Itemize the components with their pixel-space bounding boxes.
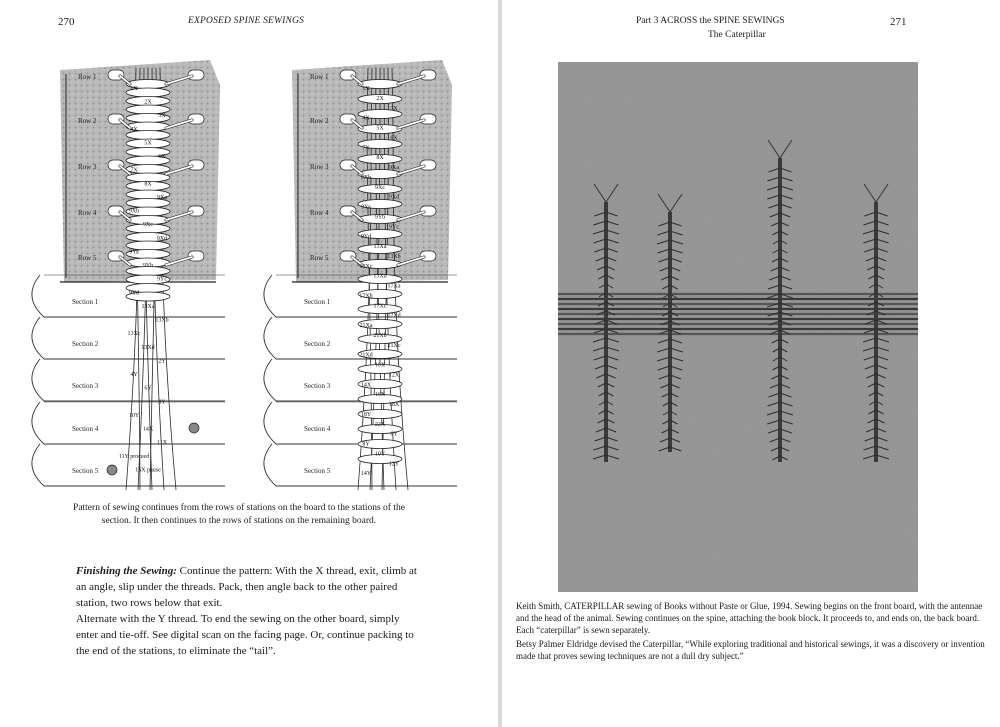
page-number-right: 271	[890, 16, 907, 28]
section-label: Section 2	[304, 340, 331, 348]
section-label: Section 2	[72, 340, 99, 348]
section-outline	[264, 441, 457, 486]
thread-tag: 1X	[362, 86, 370, 92]
thread-tag: 9Yc	[157, 276, 167, 283]
section-label: Section 3	[304, 382, 331, 390]
thread-tag: 2X	[376, 95, 384, 102]
thread-tag: 3X	[390, 105, 398, 112]
page-number-left: 270	[58, 16, 75, 28]
thread-tag: 12Y	[388, 461, 400, 468]
station-dot	[189, 423, 199, 433]
row-label: Row 4	[78, 209, 97, 217]
thread-tag: 6X	[158, 154, 166, 161]
thread-tag: 13Xc	[127, 331, 141, 338]
thread-tag: 21Xd	[359, 352, 373, 359]
section-label: Section 4	[304, 425, 331, 433]
thread-tag: 13Xb	[155, 317, 169, 324]
section-label: Section 5	[72, 467, 99, 475]
thread-tag: 9Yd	[128, 290, 140, 297]
thread-tag: 8X	[144, 181, 152, 188]
row-label: Row 5	[78, 254, 97, 262]
section-outline	[32, 359, 225, 401]
thread-tag: 2X	[144, 99, 152, 106]
thread-tag: 8Y	[158, 399, 166, 406]
thread-tag: 9Ya	[361, 204, 371, 211]
thread-tag: 17Xc	[373, 303, 387, 310]
thread-tag: 21Xc	[387, 342, 401, 349]
thread-tag: 2Y	[158, 358, 166, 365]
thread-tag: 18Y	[360, 411, 372, 418]
thread-tag: 9Xd	[156, 235, 168, 242]
thread-tag: 9Xa	[389, 165, 399, 171]
left-page	[0, 0, 498, 727]
thread-tag: 13Xa	[141, 303, 155, 310]
section-label: Section 4	[72, 425, 99, 433]
thread-tag: 9Yb	[374, 214, 386, 221]
thread-tag: 14X	[142, 426, 154, 433]
thread-tag: 9Yc	[389, 224, 399, 231]
photo-caption: Keith Smith, CATERPILLAR sewing of Books without Paste or Glue, 1994. Sewing begins on the front board, with the antennae and the head of the animal. Sewing continues on the spine, attaching the book block. It proceeds to, and ends on, the back board. Each “caterpillar” is sewn separately.	[516, 601, 983, 636]
thread-tag: 5X	[144, 140, 152, 147]
thread-tag: 9Xb	[128, 208, 140, 215]
thread-tag: 15X pause	[135, 467, 161, 474]
thread-tag: 16X	[374, 392, 386, 399]
section-outline	[32, 317, 225, 359]
thread-tag: 22X	[374, 421, 386, 428]
thread-tag: 11Y proceed	[118, 453, 150, 460]
thread-tag: 6X	[390, 135, 398, 142]
thread-tag: 9Ya	[129, 249, 139, 256]
thread-tag: 21Xa	[359, 323, 373, 329]
paragraph-finishing	[76, 564, 422, 612]
section-outline	[264, 402, 457, 444]
thread-tag: 17Xd	[387, 313, 401, 320]
thread-tag: 9Xd	[388, 194, 400, 201]
thread-tag: 1X	[130, 86, 138, 92]
thread-tag: 6Y	[144, 385, 152, 392]
thread-tag: 4Y	[130, 372, 138, 379]
row-label: Row 4	[310, 209, 329, 217]
thread-tag: 10X	[374, 362, 386, 369]
thread-tag: 14Y	[360, 471, 372, 478]
thread-tag: 9Yb	[142, 263, 154, 270]
thread-tag: 12X	[388, 372, 400, 379]
thread-tag: 9Xc	[375, 184, 385, 191]
running-head-left: EXPOSED SPINE SEWINGS	[188, 16, 305, 26]
thread-tag: 4X	[130, 126, 138, 133]
thread-tag: 9Xa	[157, 194, 167, 201]
diagram-caption: Pattern of sewing continues from the rows of stations on the board to the stations of the section. It then continues to the rows of stations on the remaining board.	[73, 503, 405, 526]
row-label: Row 3	[310, 163, 329, 171]
thread-tag: 21Xb	[373, 332, 387, 339]
row-label: Row 5	[310, 254, 329, 262]
thread-tag: 9Yd	[360, 234, 372, 241]
thread-tag: 7X	[362, 145, 370, 152]
thread-tag: 9Xc	[143, 222, 153, 229]
thread-tag: 4X	[362, 115, 370, 122]
paragraph-alternate: Alternate with the Y thread. To end the sewing on the other board, simply enter and tie-off. See digital scan on the facing page. Or, continue packing to the end of the stations, to eliminate the “tail”.	[76, 613, 414, 657]
left-diagram	[32, 60, 225, 490]
row-label: Row 1	[78, 73, 97, 81]
section-label: Section 1	[72, 298, 99, 306]
thread-tag: 13Xc	[359, 263, 373, 270]
thread-tag: 17Xb	[359, 293, 373, 300]
thread-tag: 5X	[376, 125, 384, 132]
thread-tag: 7X	[130, 167, 138, 174]
caterpillar-photograph	[558, 62, 918, 592]
thread-tag: 6Y	[390, 431, 398, 438]
thread-tag: 8X	[376, 155, 384, 162]
thread-tag: 17Xa	[387, 283, 401, 290]
row-label: Row 2	[310, 117, 329, 125]
station-dot	[107, 465, 117, 475]
section-label: Section 5	[304, 467, 331, 475]
thread-tag: 13Xb	[387, 253, 401, 260]
row-label: Row 3	[78, 163, 97, 171]
subhead: The Caterpillar	[708, 30, 766, 40]
section-outline	[264, 359, 457, 401]
thread-tag: 13Xd	[141, 344, 155, 351]
right-diagram	[264, 60, 457, 490]
thread-tag: 13Xa	[373, 244, 387, 250]
row-label: Row 1	[310, 73, 329, 81]
paragraph-text: Continue the pattern: With the X thread, exit, climb at an angle, slip under the threads. Pack, then angle back to the other paired station, two rows below that exit.	[76, 565, 417, 609]
thread-tag: 10Y	[128, 412, 140, 419]
photo-caption-quote: Betsy Palmer Eldridge devised the Caterpillar, “While exploring traditional and historical sewings, it was a discovery or invention made that proves sewing techniques are not a dull dry subject.”	[516, 639, 985, 662]
running-head-right: Part 3 ACROSS the SPINE SEWINGS	[636, 16, 785, 26]
paragraph-lead: Finishing the Sewing:	[76, 565, 177, 577]
thread-tag: 14X	[360, 382, 372, 389]
right-page	[502, 0, 1000, 727]
row-label: Row 2	[78, 117, 97, 125]
section-outline	[32, 444, 225, 486]
thread-tag: 10Y	[374, 451, 386, 458]
thread-tag: 8Y	[362, 441, 370, 448]
thread-tag: 18X	[388, 402, 400, 408]
section-label: Section 3	[72, 382, 99, 390]
sewing-diagram	[20, 60, 480, 500]
thread-tag: 13Xd	[373, 273, 387, 280]
thread-tag: 3X	[158, 113, 166, 120]
thread-tag: 9Xb	[360, 174, 372, 181]
section-outline	[32, 402, 225, 447]
section-label: Section 1	[304, 298, 331, 306]
thread-tag: 11X	[156, 440, 168, 447]
